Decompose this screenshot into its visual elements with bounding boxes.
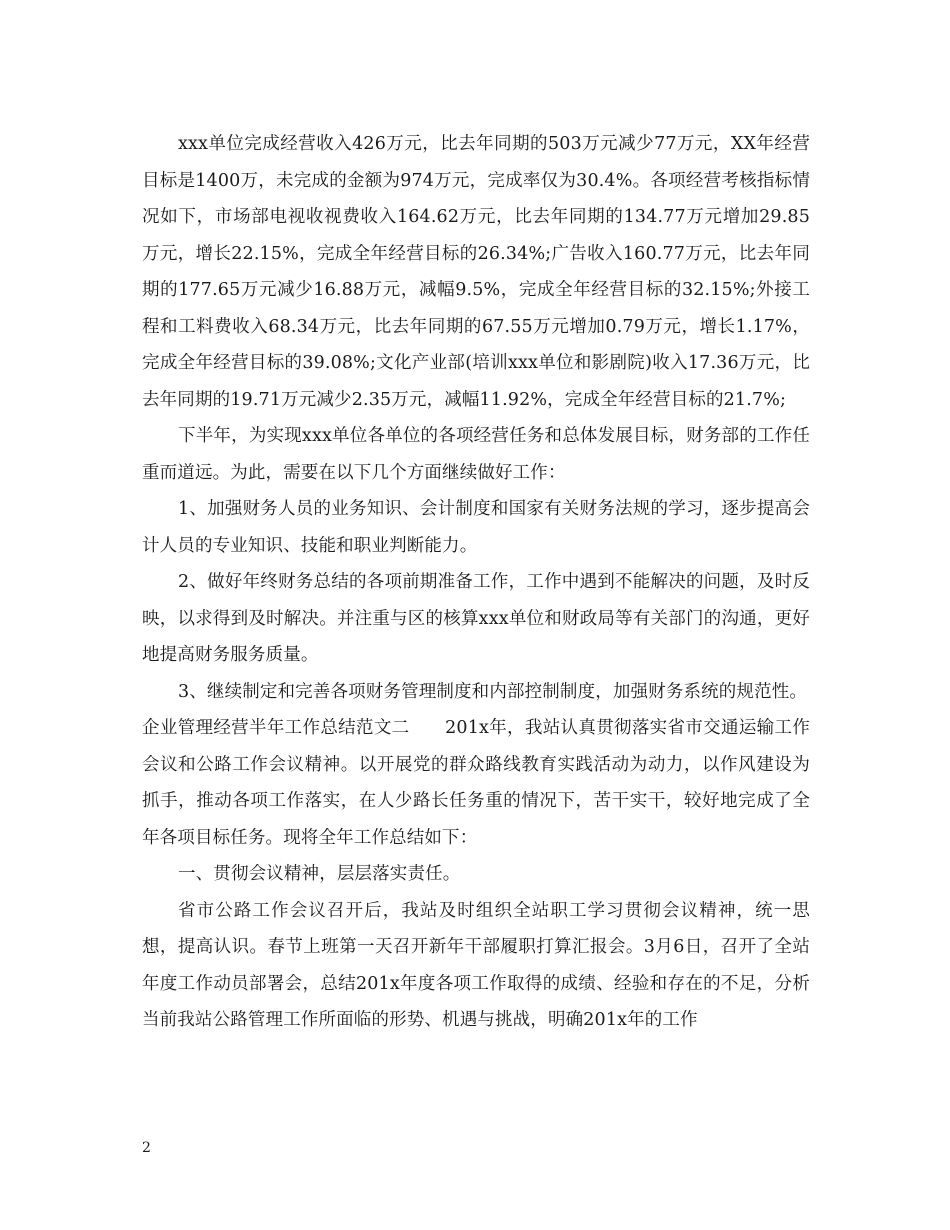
paragraph-meeting-details: 省市公路工作会议召开后，我站及时组织全站职工学习贯彻会议精神，统一思想，提高认识。春节上班第一天召开新年干部履职打算汇报会。3月6日，召开了全站年度工作动员部署会，总结201x年度各项工作取得的成绩、经验和存在的不足，分析当前我站公路管理工作所面临的形势、机遇与挑战，明确201x年的工作 — [142, 900, 810, 1030]
document-body — [142, 126, 810, 1039]
paragraph-section-heading-1: 一、贯彻会议精神，层层落实责任。 — [178, 864, 461, 884]
paragraph-revenue-summary: xxx单位完成经营收入426万元，比去年同期的503万元减少77万元，XX年经营目标是1400万，未完成的金额为974万元，完成率仅为30.4%。各项经营考核指标情况如下，市场部电视收视费收入164.62万元，比去年同期的134.77万元增加29.85万元，增长22.15%，完成全年经营目标的26.34%;广告收入160.77万元，比去年同期的177.65万元减少16.88万元，减幅9.5%，完成全年经营目标的32.15%;外接工程和工料费收入68.34万元，比去年同期的67.55万元增加0.79万元，增长1.17%，完成全年经营目标的39.08%;文化产业部(培训xxx单位和影剧院)收入17.36万元，比去年同期的19.71万元减少2.35万元，减幅11.92%，完成全年经营目标的21.7%; — [142, 134, 810, 410]
paragraph-second-half-plan: 下半年，为实现xxx单位各单位的各项经营任务和总体发展目标，财务部的工作任重而道远。为此，需要在以下几个方面继续做好工作： — [142, 426, 810, 483]
page-number: 2 — [142, 1140, 151, 1156]
paragraph-item-1: 1、加强财务人员的业务知识、会计制度和国家有关财务法规的学习，逐步提高会计人员的专业知识、技能和职业判断能力。 — [142, 499, 810, 556]
paragraph-sample-two-intro: 企业管理经营半年工作总结范文二 201x年，我站认真贯彻落实省市交通运输工作会议和公路工作会议精神。以开展党的群众路线教育实践活动为动力，以作风建设为抓手，推动各项工作落实，在人少路长任务重的情况下，苦干实干，较好地完成了全年各项目标任务。现将全年工作总结如下： — [142, 718, 810, 848]
paragraph-item-3: 3、继续制定和完善各项财务管理制度和内部控制制度，加强财务系统的规范性。 — [178, 681, 808, 702]
paragraph-item-2: 2、做好年终财务总结的各项前期准备工作，工作中遇到不能解决的问题，及时反映，以求得到及时解决。并注重与区的核算xxx单位和财政局等有关部门的沟通，更好地提高财务服务质量。 — [142, 572, 810, 665]
